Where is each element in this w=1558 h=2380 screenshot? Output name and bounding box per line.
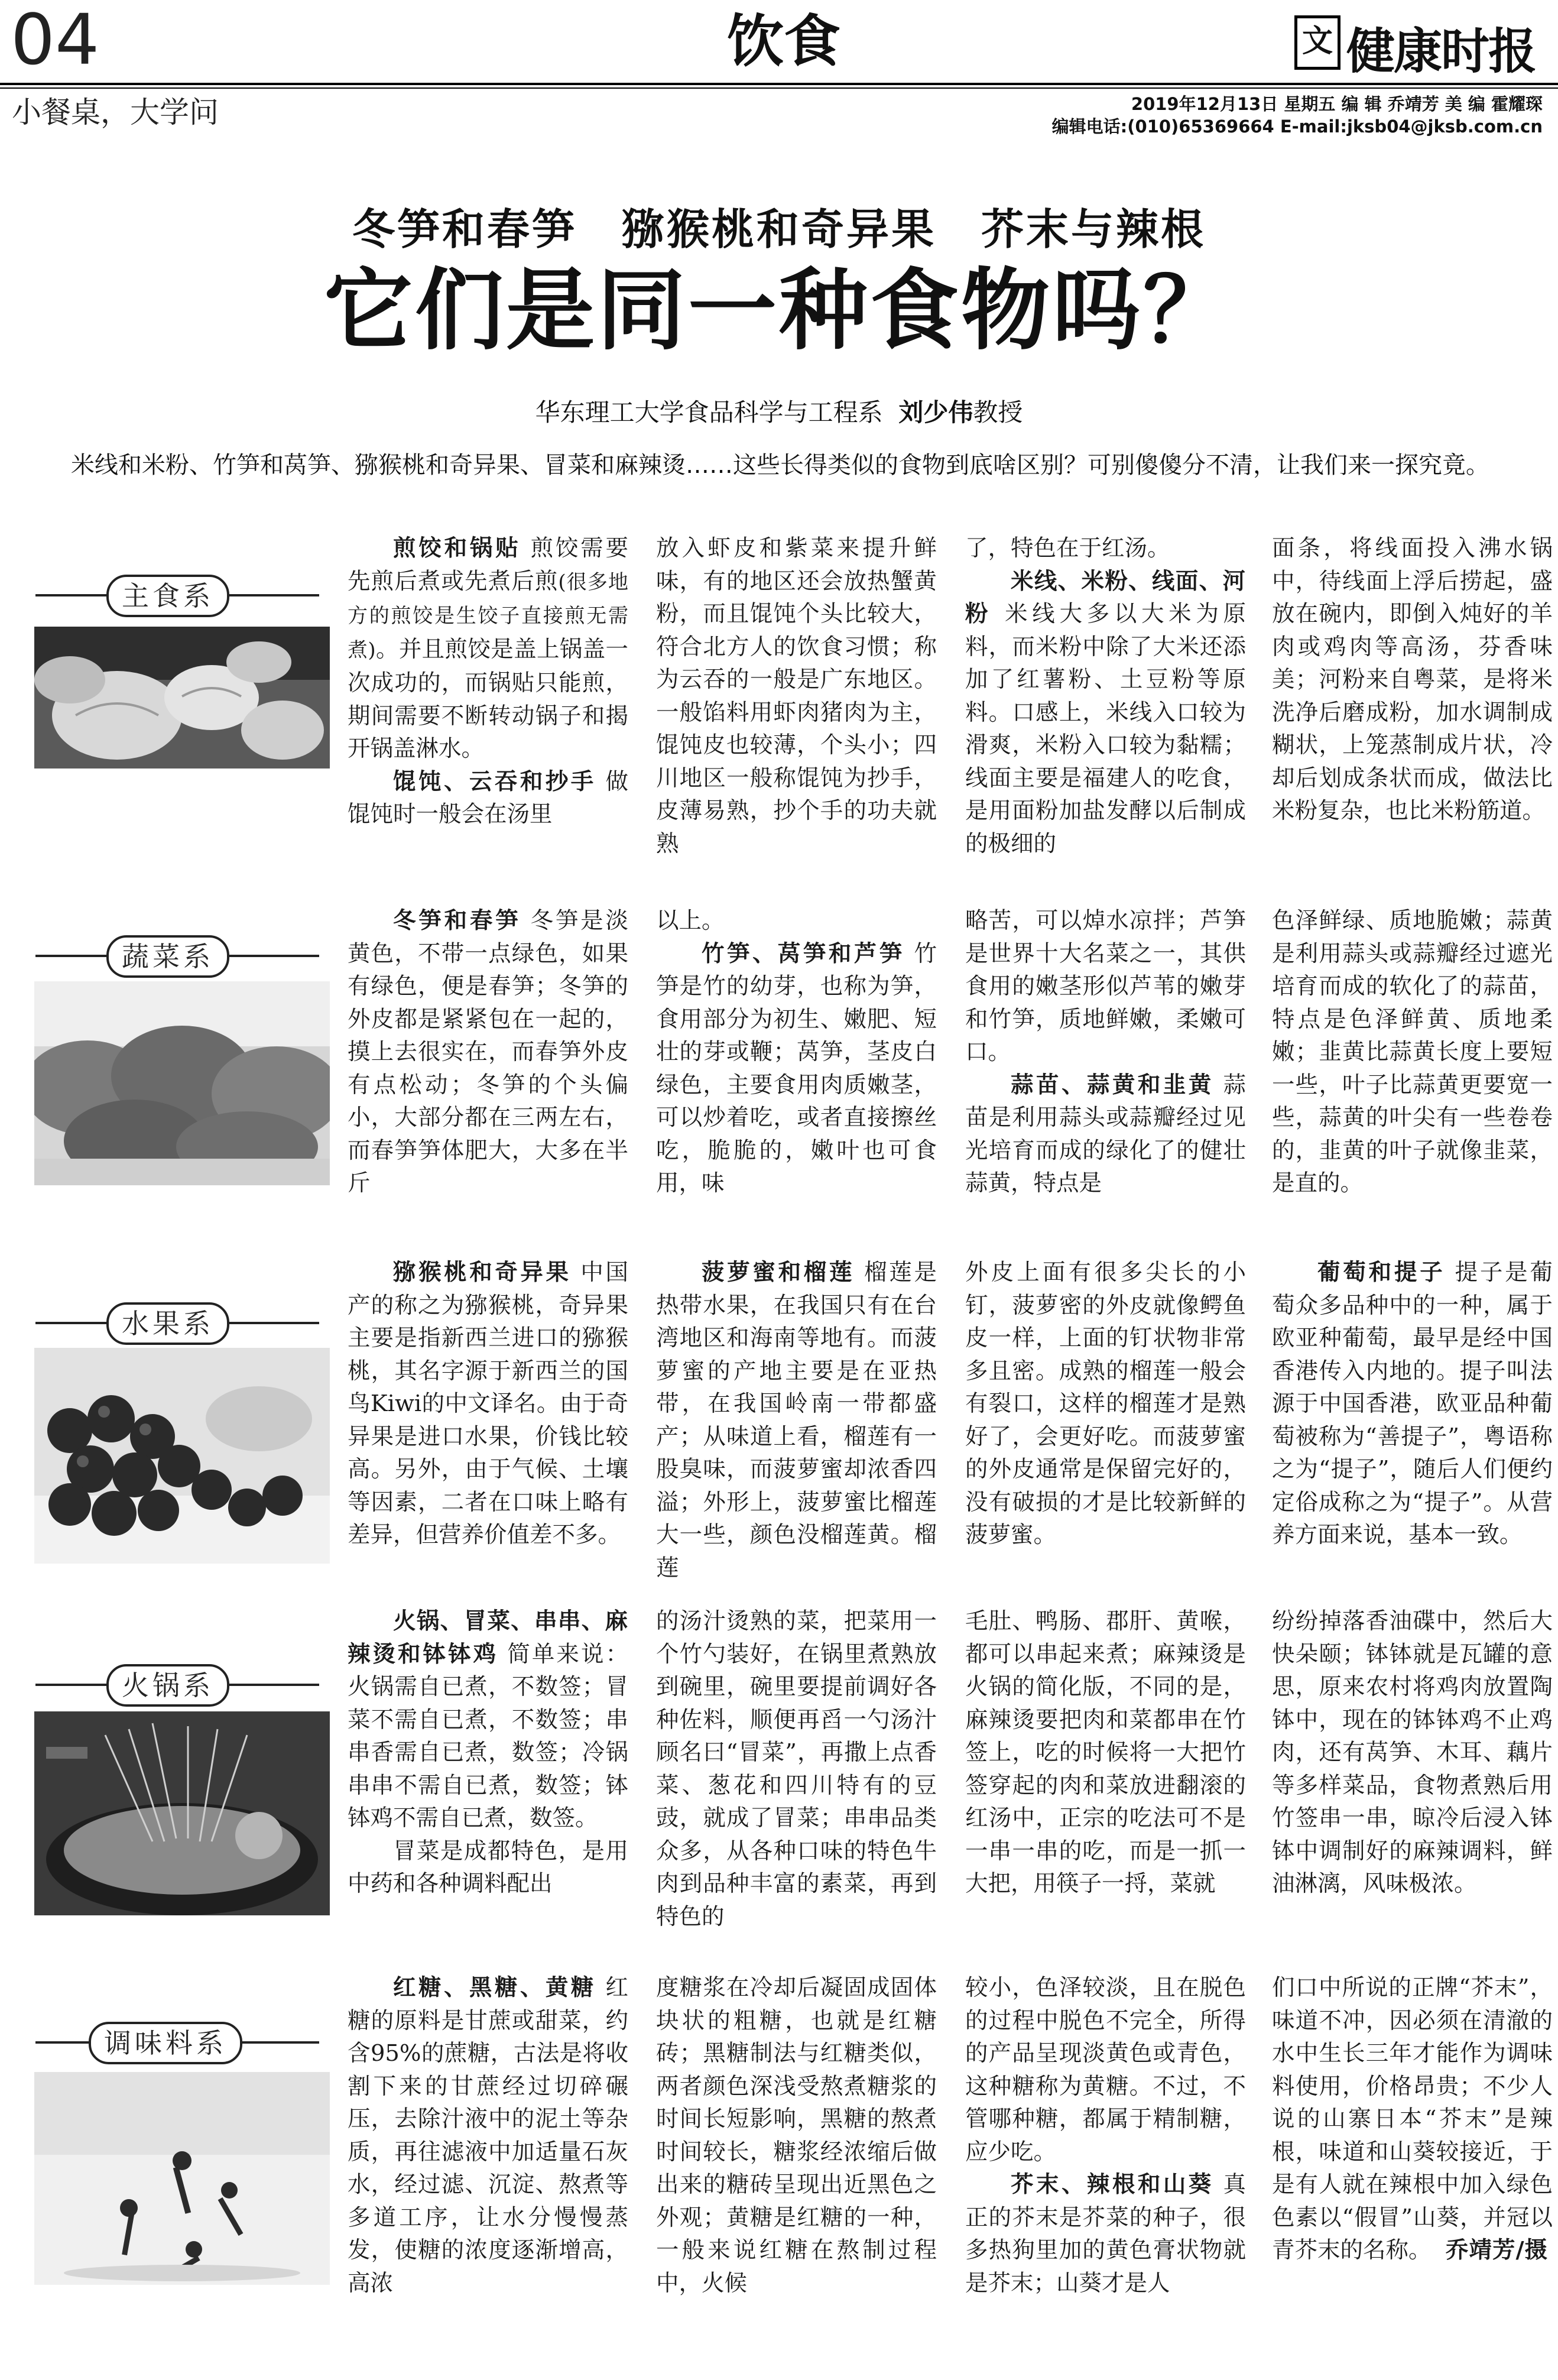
text-column-3 [965, 1972, 1246, 2300]
section-seasoning [0, 1972, 1558, 2303]
article-headline: 它们是同一种食物吗？ [323, 258, 1234, 362]
author-org: 华东理工大学食品科学与工程系 [535, 398, 883, 427]
text-column-3 [965, 1256, 1246, 1552]
subheading: 馄饨、云吞和抄手 [393, 768, 596, 795]
section-label-staple [106, 575, 248, 616]
author-line [0, 393, 1558, 429]
paragraph: 竹笋是竹的幼芽，也称为笋，食用部分为初生、嫩肥、短壮的芽或鞭；莴笋，茎皮白绿色，主要食用肉质嫩茎，可以炒着吃，或者直接擦丝吃，脆脆的，嫩叶也可食用，味 [656, 940, 937, 1197]
text-column-3 [965, 532, 1246, 860]
issue-info: 2019年12月13日 星期五 编 辑 乔靖芳 美 编 霍耀琛 [1131, 94, 1543, 114]
text-column-4 [1272, 904, 1553, 1200]
text-column-2 [656, 1972, 937, 2300]
text-column-2 [656, 1256, 937, 1584]
author-name: 刘少伟 [898, 398, 973, 427]
subheading: 猕猴桃和奇异果 [393, 1259, 572, 1286]
hotpot-photo [34, 1711, 330, 1915]
paragraph: 真正的芥末是芥菜的种子，很多热狗里加的黄色膏状物就是芥末；山葵才是人 [965, 2171, 1246, 2297]
newspaper-logo [1294, 11, 1543, 80]
paragraph: 。并且煎饺是盖上锅盖一次成功的，而锅贴只能煎，期间需要不断转动锅子和揭开锅盖淋水。 [348, 635, 628, 762]
paragraph: 度糖浆在冷却后凝固成固体块状的粗糖，也就是红糖砖；黑糖制法与红糖类似，两者颜色深浅受熬煮糖浆的时间长短影响，黑糖的熬煮时间较长，糖浆经浓缩后做出来的糖砖呈现出近黑色之外观；黄糖是红糖的一种，一般来说红糖在熬制过程中，火候 [656, 1974, 937, 2297]
text-column-3 [965, 904, 1246, 1200]
paragraph: 纷纷掉落香油碟中，然后大快朵颐；钵钵就是瓦罐的意思，原来农村将鸡肉放置陶钵中，现在的钵钵鸡不止鸡肉，还有莴笋、木耳、藕片等多样菜品，食物煮熟后用竹签串一串，晾冷后浸入钵钵中调制好的麻辣调料，鲜油淋漓，风味极浓。 [1272, 1608, 1553, 1897]
section-label-text: 调味料系 [89, 2022, 242, 2064]
text-column-1 [348, 1605, 628, 1901]
text-column-1 [348, 532, 628, 831]
text-column-3 [965, 1605, 1246, 1901]
section-label-vegetable [106, 935, 248, 977]
header-rule-thin [0, 87, 1558, 89]
photo-byline: 乔靖芳/摄 [1446, 2237, 1549, 2264]
greens-photo [34, 981, 330, 1185]
text-column-4 [1272, 1256, 1553, 1552]
cloves-photo [34, 2072, 330, 2285]
section-label-seasoning [89, 2022, 231, 2063]
paragraph: 外皮上面有很多尖长的小钉，菠萝密的外皮就像鳄鱼皮一样，上面的钉状物非常多且密。成熟的榴莲一般会有裂口，这样的榴莲才是熟好了，会更好吃。而菠萝蜜的外皮通常是保留完好的，没有破损的才是比较新鲜的菠萝蜜。 [965, 1259, 1246, 1548]
paragraph: 榴莲是热带水果，在我国只有在台湾地区和海南等地有。而菠萝蜜的产地主要是在亚热带，在我国岭南一带都盛产；从味道上看，榴莲有一股臭味，而菠萝蜜却浓香四溢；外形上，菠萝蜜比榴莲大一些，颜色没榴莲黄。榴莲 [656, 1259, 937, 1581]
section-hotpot [0, 1605, 1558, 1930]
section-staple [0, 532, 1558, 857]
text-column-1 [348, 1972, 628, 2300]
header-rule [0, 83, 1558, 85]
paragraph: 煎饺需要先煎后煮或先煮后煎 [348, 535, 628, 595]
subheading: 煎饺和锅贴 [393, 535, 521, 562]
paragraph: 毛肚、鸭肠、郡肝、黄喉，都可以串起来煮；麻辣烫是火锅的简化版，不同的是，麻辣烫要把肉和菜都串在竹签上，吃的时候将一大把竹签穿起的肉和菜放进翻滚的红汤中，正宗的吃法可不是一串一串的吃，而是一抓一大把，用筷子一捋，菜就 [965, 1608, 1246, 1897]
paragraph: 红糖的原料是甘蔗或甜菜，约含95%的蔗糖，古法是将收割下来的甘蔗经过切碎碾压，去除汁液中的泥土等杂质，再往滤液中加适量石灰水，经过滤、沉淀、熬煮等多道工序，让水分慢慢蒸发，使糖的浓度逐渐增高，高浓 [348, 1974, 628, 2297]
paragraph: 面条，将线面投入沸水锅中，待线面上浮后捞起，盛放在碗内，即倒入炖好的羊肉或鸡肉等高汤，芬香味美；河粉来自粤菜，是将米洗净后磨成粉，加水调制成糊状，上笼蒸制成片状，冷却后划成条状而成，做法比米粉复杂，也比米粉筋道。 [1272, 535, 1553, 824]
paragraph: 较小，色泽较淡，且在脱色的过程中脱色不完全，所得的产品呈现淡黄色或青色，这种糖称为黄糖。不过，不管哪种糖，都属于精制糖，应少吃。 [965, 1974, 1246, 2165]
page-number: 04 [11, 0, 100, 80]
logo-name: 健康时报 [1346, 24, 1536, 80]
section-label-fruit [106, 1302, 248, 1344]
text-column-1 [348, 1256, 628, 1552]
section-label-text: 水果系 [106, 1302, 229, 1345]
paragraph: 简单来说：火锅需自已煮，不数签；冒菜不需自已煮，不数签；串串香需自已煮，数签；冷锅串串不需自已煮，数签；钵钵鸡不需自已煮，数签。 [348, 1640, 628, 1831]
text-column-4 [1272, 1605, 1553, 1901]
text-column-2 [656, 1605, 937, 1933]
paragraph: 色泽鲜绿、质地脆嫩；蒜黄是利用蒜头或蒜瓣经过遮光培育而成的软化了的蒜苗，特点是色泽鲜黄、质地柔嫩；韭黄比蒜黄长度上要短一些，叶子比蒜黄更要宽一些，蒜黄的叶尖有一些卷卷的，韭黄的叶子就像韭菜，是直的。 [1272, 907, 1553, 1197]
paragraph: 了，特色在于红汤。 [965, 535, 1170, 562]
paragraph: 们口中所说的正牌“芥末”，味道不冲，因必须在清澈的水中生长三年才能作为调味料使用，价格昂贵；不少人说的山寨日本“芥末”是辣根，味道和山葵较接近，于是有人就在辣根中加入绿色色素以“假冒”山葵，并冠以青芥末的名称。 [1272, 1974, 1553, 2264]
subheading: 火锅、冒菜、串串、麻辣烫和钵钵鸡 [348, 1608, 628, 1668]
subheading: 冬笋和春笋 [393, 907, 521, 934]
paragraph: 米线大多以大米为原料，而米粉中除了大米还添加了红薯粉、土豆粉等原料。口感上，米线入口较为滑爽，米粉入口较为黏糯；线面主要是福建人的吃食，是用面粉加盐发酵以后制成的极细的 [965, 601, 1246, 857]
paragraph: 略苦，可以焯水凉拌；芦笋是世界十大名菜之一，其供食用的嫩茎形似芦苇的嫩芽和竹笋，质地鲜嫩，柔嫩可口。 [965, 907, 1246, 1065]
text-column-4 [1272, 532, 1553, 828]
text-column-2 [656, 904, 937, 1200]
logo-seal: 文 [1294, 15, 1340, 70]
paragraph: 放入虾皮和紫菜来提升鲜味，有的地区还会放热蟹黄粉，而且馄饨个头比较大，符合北方人的饮食习惯；称为云吞的一般是广东地区。一般馅料用虾肉猪肉为主，馄饨皮也较薄，个头小；四川地区一般称馄饨为抄手，皮薄易熟，抄个手的功夫就熟 [656, 535, 937, 857]
author-title: 教授 [973, 398, 1023, 427]
paragraph: 蒜苗是利用蒜头或蒜瓣经过见光培育而成的绿化了的健壮蒜黄，特点是 [965, 1071, 1246, 1197]
section-label-text: 主食系 [106, 575, 229, 617]
paragraph-note: (很多地方的煎饺是生饺子直接煎无需煮) [348, 570, 628, 662]
section-vegetable [0, 904, 1558, 1212]
column-tagline: 小餐桌，大学问 [12, 95, 219, 129]
section-title: 饮食 [727, 8, 840, 74]
subheading: 米线、米粉、线面、河粉 [965, 568, 1246, 627]
paragraph: 做馄饨时一般会在汤里 [348, 768, 628, 828]
paragraph: 提子是葡萄众多品种中的一种，属于欧亚种葡萄，最早是经中国香港传入内地的。提子叫法源于中国香港，欧亚品种葡萄被称为“善提子”，粤语称之为“提子”，随后人们便约定俗成称之为“提子”。从营养方面来说，基本一致。 [1272, 1259, 1553, 1548]
paragraph: 的汤汁烫熟的菜，把菜用一个竹勺装好，在锅里煮熟放到碗里，碗里要提前调好各种佐料，顺便再舀一勺汤汁顾名曰“冒菜”，再撒上点香菜、葱花和四川特有的豆豉，就成了冒菜；串串品类众多，从各种口味的特色牛肉到品种丰富的素菜，再到特色的 [656, 1608, 937, 1930]
section-label-hotpot [106, 1664, 248, 1705]
section-label-text: 火锅系 [106, 1664, 229, 1707]
paragraph: 冬笋是淡黄色，不带一点绿色，如果有绿色，便是春笋；冬笋的外皮都是紧紧包在一起的，摸上去很实在，而春笋外皮有点松动；冬笋的个头偏小，大部分都在三两左右，而春笋笋体肥大，大多在半斤 [348, 907, 628, 1197]
section-fruit [0, 1256, 1558, 1581]
subheading: 芥末、辣根和山葵 [1011, 2171, 1214, 2198]
dumplings-photo [34, 627, 330, 769]
subheading: 葡萄和提子 [1317, 1259, 1446, 1286]
subheading: 蒜苗、蒜黄和韭黄 [1011, 1071, 1214, 1098]
paragraph: 中国产的称之为猕猴桃，奇异果主要是指新西兰进口的猕猴桃，其名字源于新西兰的国鸟Kiwi的中文译名。由于奇异果是进口水果，价钱比较高。另外，由于气候、土壤等因素，二者在口味上略有差异，但营养价值差不多。 [348, 1259, 629, 1548]
subheading: 竹笋、莴笋和芦笋 [702, 940, 905, 967]
subheading: 红糖、黑糖、黄糖 [393, 1974, 596, 2001]
subheading: 菠萝蜜和榴莲 [702, 1259, 855, 1286]
paragraph: 冒菜是成都特色，是用中药和各种调料配出 [348, 1837, 628, 1897]
grapes-photo [34, 1348, 330, 1564]
text-column-2 [656, 532, 937, 860]
article-subhead: 冬笋和春笋 猕猴桃和奇异果 芥末与辣根 [352, 205, 1206, 254]
text-column-1 [348, 904, 628, 1200]
section-label-text: 蔬菜系 [106, 935, 229, 978]
article-lead: 米线和米粉、竹笋和莴笋、猕猴桃和奇异果、冒菜和麻辣烫……这些长得类似的食物到底啥区别？可别傻傻分不清，让我们来一探究竟。 [71, 452, 1489, 479]
paragraph: 以上。 [656, 907, 725, 934]
editor-contact: 编辑电话:(010)65369664 E-mail:jksb04@jksb.com.cn [1051, 116, 1543, 137]
text-column-4 [1272, 1972, 1553, 2267]
